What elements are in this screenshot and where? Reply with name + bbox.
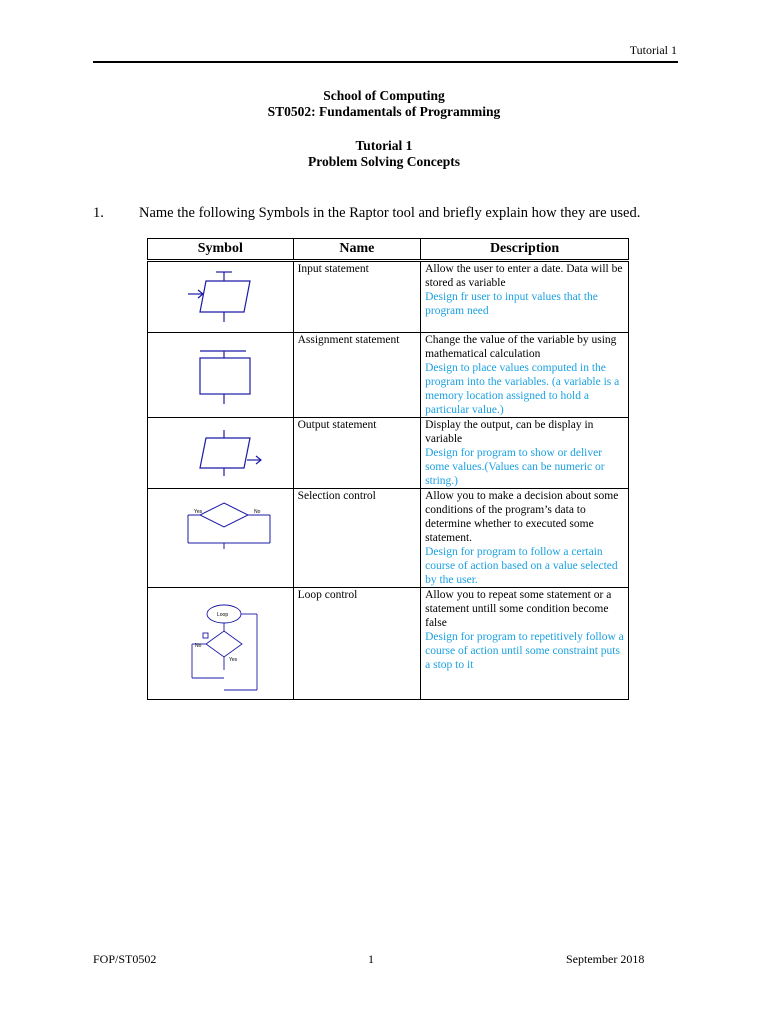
question-text: Name the following Symbols in the Raptor tool and briefly explain how they are used. [139,205,641,221]
loop-symbol-icon [152,588,288,697]
symbol-cell [148,261,294,333]
school-title: School of Computing [323,88,445,103]
header-description: Description [421,239,629,261]
answer-text: Design for program to show or deliver some values.(Values can be numeric or string.) [425,447,605,487]
assignment-symbol-icon [152,333,288,415]
output-symbol-icon [152,418,288,486]
description-text: Display the output, can be display in variable [425,419,594,445]
table-header-row [148,239,629,261]
question-number: 1. [93,205,104,221]
footer-course-code: FOP/ST0502 [93,952,157,966]
symbol-name: Input statement [293,261,421,333]
symbol-name: Assignment statement [293,333,421,418]
table-row [148,261,629,333]
topic-title: Problem Solving Concepts [307,154,460,169]
answer-text: Design for program to repetitively follow a course of action until some constraint puts a stop to it [425,631,624,671]
symbol-cell [148,588,294,700]
selection-yes-label: Yes [194,509,203,515]
selection-symbol-icon [152,489,288,584]
loop-yes-label: Yes [229,657,238,663]
description-text: Allow you to make a decision about some conditions of the program’s data to determine whether to executed some statement. [425,490,619,544]
answer-text: Design to place values computed in the program into the variables. (a variable is a memory location assigned to hold a particular value.) [425,362,620,416]
course-title: ST0502: Fundamentals of Programming [267,104,501,119]
tutorial-title: Tutorial 1 [355,138,413,153]
symbol-description [421,418,629,489]
table-row [148,489,629,588]
selection-no-label: No [254,509,261,515]
loop-loop-label: Loop [217,612,229,618]
answer-text: Design fr user to input values that the program need [425,291,598,317]
symbol-description [421,333,629,418]
symbol-cell [148,489,294,588]
running-header: Tutorial 1 [629,43,677,57]
footer-page-number: 1 [368,952,374,966]
loop-no-label: No [195,643,202,649]
header-symbol: Symbol [148,239,294,261]
symbol-name: Loop control [293,588,421,700]
footer-date: September 2018 [566,952,645,966]
symbol-description [421,489,629,588]
table-row [148,588,629,700]
description-text: Allow the user to enter a date. Data will be stored as variable [425,263,623,289]
symbol-cell [148,418,294,489]
symbol-cell [148,333,294,418]
header-rule [93,61,678,63]
symbol-name: Output statement [293,418,421,489]
title-block [0,88,768,170]
symbols-table [147,238,629,700]
input-symbol-icon [152,262,288,330]
description-text: Change the value of the variable by using mathematical calculation [425,334,617,360]
answer-text: Design for program to follow a certain course of action based on a value selected by the user. [425,546,618,586]
header-name: Name [293,239,421,261]
table-row [148,418,629,489]
symbol-description [421,261,629,333]
symbol-description [421,588,629,700]
table-row [148,333,629,418]
description-text: Allow you to repeat some statement or a statement untill some condition become false [425,589,612,629]
symbol-name: Selection control [293,489,421,588]
